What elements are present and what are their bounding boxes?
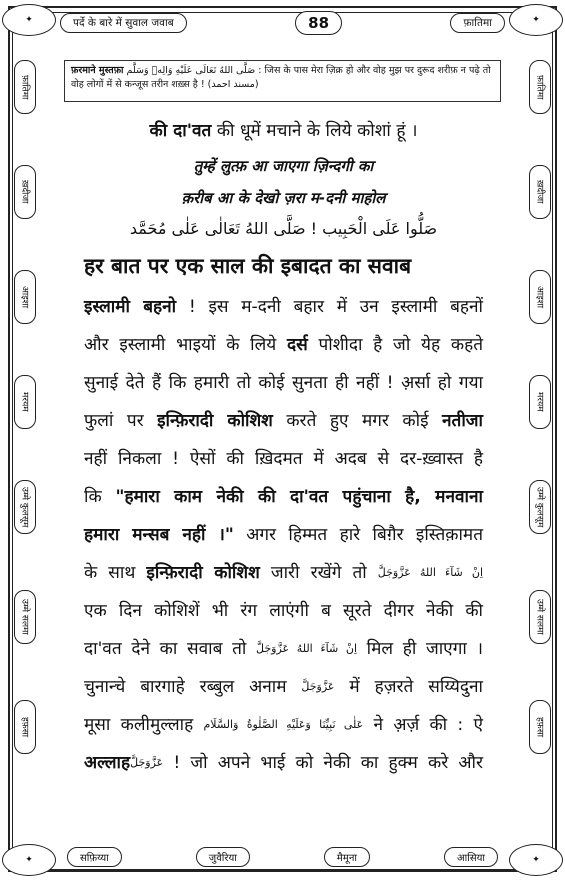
footer-tab: सफ़िय्या: [67, 847, 122, 867]
side-tab-right: मरयम: [529, 375, 551, 429]
hadith-notice-box: [64, 60, 501, 102]
side-tab-right: हफ़सा: [529, 700, 551, 754]
header-chapter-tab: फ़ातिमा: [450, 13, 505, 33]
body-line: एक दिन कोशिशें भी रंग लाएंगी ब सूरते दीगर नेकी की: [84, 601, 483, 621]
body-line: के साथ इन्फ़िरादी कोशिश जारी रखेंगे तो اِنْ شَآءَ اللهُ عَزَّوَجَلَّ: [84, 563, 484, 583]
body-line: और इस्लामी भाइयों के लिये दर्स पोशीदा है जो येह कहते: [84, 335, 483, 355]
notice-source: (مسند احمد): [207, 79, 259, 90]
page-content: [84, 112, 483, 782]
side-tab-left: आइशा: [14, 270, 36, 324]
couplet-line-2: क़रीब आ के देखो ज़रा म-दनी माहोल: [181, 189, 386, 207]
side-tab-left: ख़दीजा: [14, 165, 36, 219]
section-heading: हर बात पर एक साल की इबादत का सवाब: [84, 254, 412, 278]
header-book-title: पर्दे के बारे में सुवाल जवाब: [60, 13, 187, 33]
side-tab-right: उम्मे सलमा: [529, 590, 551, 644]
footer-tab: आसिया: [444, 847, 498, 867]
body-line: अल्लाहعَزَّوَجَلَّ ! जो अपने भाई को नेकी का हुक्म करे और: [84, 753, 483, 773]
body-line: मूसा कलीमुल्लाह عَلٰى نَبِيِّنَا وَعَلَيْهِ الصَّلٰوةُ وَالسَّلَام ने अ़र्ज़ की : ऐ: [84, 715, 484, 735]
side-tab-right: ख़दीजा: [529, 165, 551, 219]
body-text: [84, 288, 483, 782]
page-footer: [30, 844, 535, 870]
corner-ornament-bottom-left: ✦: [2, 844, 56, 876]
body-line: कि "हमारा काम नेकी की दा'वत पहुंचाना है, मनवाना: [84, 487, 483, 507]
notice-label: फ़रमाने मुस्तफ़ा: [71, 65, 124, 76]
intro-line: की दा'वत की धूमें मचाने के लिये कोशां हूं ।: [149, 121, 418, 141]
body-line: फुलां पर इन्फ़िरादी कोशिश करते हुए मगर कोई नतीजा: [84, 411, 483, 431]
notice-salutation: صَلَّى اللهُ تَعَالَى عَلَيْهِ وَالِهٖ وَسَلَّم: [126, 65, 256, 76]
body-line: हमारा मन्सब नहीं ।" अगर हिम्मत हारे बिग़ैर इस्तिक़ामत: [84, 525, 483, 545]
body-line: सुनाई देते हैं कि हमारी तो कोई सुनता ही नहीं ! अ़र्सा हो गया: [84, 373, 483, 393]
side-tab-left: फ़ातिमा: [14, 60, 36, 114]
corner-ornament-top-left: ✦: [2, 4, 56, 36]
couplet-line-1: तुम्हें लुत्फ़ आ जाएगा ज़िन्दगी का: [193, 157, 374, 175]
body-line: इस्लामी बहनो ! इस म-दनी बहार में उन इस्लामी बहनों: [84, 297, 483, 317]
side-tab-left: हफ़सा: [14, 700, 36, 754]
side-tab-right: फ़ातिमा: [529, 60, 551, 114]
footer-tab: मैमूना: [324, 847, 370, 867]
side-tab-left: उम्मे सलमा: [14, 590, 36, 644]
body-line: नहीं निकला ! ऐसों की ख़िदमत में अदब से दर-ख़्वास्त है: [84, 449, 483, 469]
side-tab-right: आइशा: [529, 270, 551, 324]
page-number: 88: [295, 11, 342, 35]
corner-ornament-top-right: ✦: [509, 4, 563, 36]
corner-ornament-bottom-right: ✦: [509, 844, 563, 876]
body-line: चुनान्चे बारगाहे रब्बुल अनाम عَزَّوَجَلَّ में हज़रते सय्यिदुना: [84, 677, 484, 697]
side-tab-right: उम्मे कुलसूम: [529, 480, 551, 534]
side-tab-left: उम्मे कुलसूम: [14, 480, 36, 534]
footer-tab: जुवैरिया: [196, 847, 250, 867]
page-header: [60, 10, 505, 36]
arabic-salutation: صَلُّوا عَلَى الْحَبِيب ! صَلَّى اللهُ تَعَالٰى عَلٰى مُحَمَّد: [129, 219, 438, 238]
side-tab-left: मरयम: [14, 375, 36, 429]
notice-text: : जिस के पास मेरा ज़िक्र हो और वोह मुझ पर दुरूद शरीफ़ न पढ़े तो वोह लोगों में से कन्जूस तरीन शख़्स है !: [71, 65, 491, 90]
body-line: दा'वत देने का सवाब तो اِنْ شَآءَ اللهُ عَزَّوَجَلَّ मिल ही जाएगा ।: [84, 639, 483, 659]
